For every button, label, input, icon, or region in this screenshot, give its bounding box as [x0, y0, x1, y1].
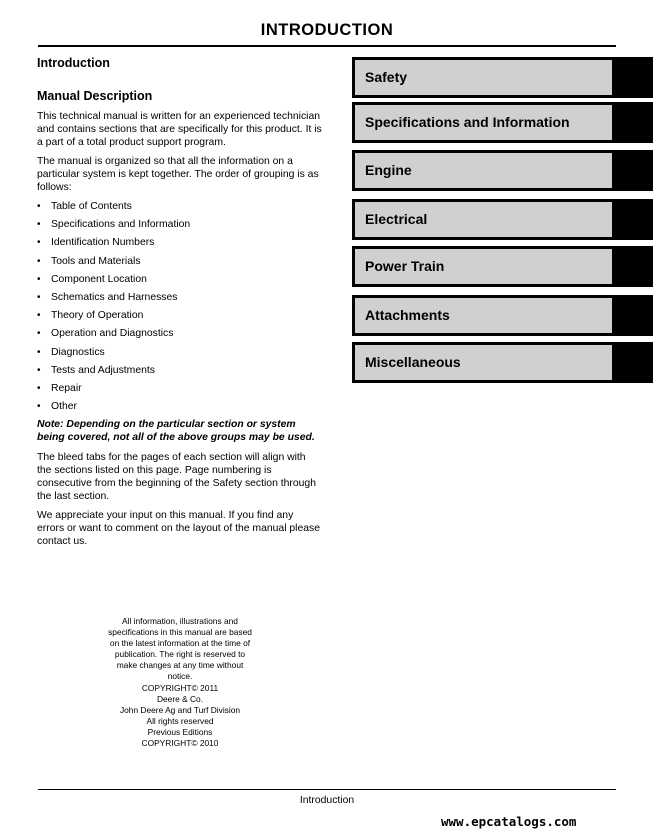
list-item-label: Operation and Diagnostics: [51, 328, 174, 340]
legal-line: Deere & Co.: [156, 693, 204, 704]
intro-paragraph-1: This technical manual is written for an experienced technician and contains sections that are specifically for this product. It is a part of a total product support program.: [37, 111, 322, 148]
legal-line: All rights reserved: [146, 715, 214, 726]
bullet-icon: •: [37, 237, 41, 249]
list-item-label: Schematics and Harnesses: [51, 291, 178, 303]
grouping-list: [37, 200, 322, 418]
section-tab-engine[interactable]: [352, 150, 653, 191]
list-item: [37, 291, 322, 309]
list-item: [37, 327, 322, 345]
list-item-label: Tests and Adjustments: [51, 364, 155, 376]
bullet-icon: •: [37, 219, 41, 231]
header-rule: [38, 45, 616, 47]
note-text: Note: Depending on the particular section or system being covered, not all of the above groups may be used.: [37, 419, 315, 444]
list-item-label: Component Location: [51, 273, 147, 285]
section-tab-label: Power Train: [355, 249, 612, 284]
section-tab-label: Miscellaneous: [355, 345, 612, 380]
section-tab-label: Safety: [355, 60, 612, 95]
intro-paragraph-2: The manual is organized so that all the information on a particular system is kept together. The order of grouping is as follows:: [37, 156, 319, 193]
legal-line: COPYRIGHT© 2010: [141, 738, 219, 749]
section-tab-attachments[interactable]: [352, 295, 653, 336]
list-item-label: Theory of Operation: [51, 310, 144, 322]
bullet-icon: •: [37, 273, 41, 285]
bullet-icon: •: [37, 346, 41, 358]
bullet-icon: •: [37, 364, 41, 376]
bullet-icon: •: [37, 310, 41, 322]
list-item-label: Tools and Materials: [51, 255, 141, 267]
section-tab-label: Specifications and Information: [355, 105, 612, 140]
legal-line: specifications in this manual are based: [108, 627, 252, 638]
list-item-label: Identification Numbers: [51, 237, 155, 249]
legal-line: John Deere Ag and Turf Division: [119, 704, 241, 715]
list-item: [37, 400, 322, 418]
list-item: [37, 255, 322, 273]
section-tab-safety[interactable]: [352, 57, 653, 98]
legal-line: All information, illustrations and: [122, 616, 238, 626]
section-tab-electrical[interactable]: [352, 199, 653, 240]
footer-rule: [38, 789, 616, 790]
section-tab-specifications[interactable]: [352, 102, 653, 143]
list-item: [37, 273, 322, 291]
legal-line: COPYRIGHT© 2011: [141, 682, 219, 693]
list-item: [37, 382, 322, 400]
copyright-block: [100, 616, 260, 749]
watermark-link[interactable]: www.epcatalogs.com: [441, 814, 577, 829]
list-item: [37, 236, 322, 254]
list-item: [37, 218, 322, 236]
legal-line: Previous Editions: [147, 726, 213, 737]
intro-column: [37, 55, 322, 554]
list-item-label: Diagnostics: [51, 346, 105, 358]
manual-description-heading: Manual Description: [37, 89, 153, 103]
list-item-label: Other: [51, 401, 77, 413]
section-tab-label: Electrical: [355, 202, 612, 237]
legal-line: publication. The right is reserved to: [114, 649, 246, 660]
list-item-label: Repair: [51, 382, 82, 394]
page-title: INTRODUCTION: [260, 21, 394, 39]
bullet-icon: •: [37, 201, 41, 212]
bullet-icon: •: [37, 291, 41, 303]
legal-line: notice.: [167, 671, 193, 682]
list-item: [37, 309, 322, 327]
intro-paragraph-3: The bleed tabs for the pages of each section will align with the sections listed on this page. Page numbering is consecutive from the beginning of the Safety section through the last section.: [37, 452, 316, 503]
list-item: [37, 200, 322, 218]
intro-heading: Introduction: [37, 56, 110, 70]
bullet-icon: •: [37, 382, 41, 394]
section-tab-power-train[interactable]: [352, 246, 653, 287]
bullet-icon: •: [37, 401, 41, 413]
list-item-label: Specifications and Information: [51, 219, 191, 231]
bullet-icon: •: [37, 328, 41, 340]
list-item: [37, 346, 322, 364]
intro-paragraph-4: We appreciate your input on this manual. If you find any errors or want to comment on the layout of the manual please contact us.: [37, 510, 321, 548]
bullet-icon: •: [37, 255, 41, 267]
section-tab-label: Engine: [355, 153, 612, 188]
list-item: [37, 364, 322, 382]
legal-line: make changes at any time without: [116, 660, 244, 671]
legal-line: on the latest information at the time of: [109, 638, 251, 649]
footer-section-label: Introduction: [299, 795, 355, 806]
list-item-label: Table of Contents: [51, 201, 132, 212]
section-tab-miscellaneous[interactable]: [352, 342, 653, 383]
section-tab-label: Attachments: [355, 298, 612, 333]
